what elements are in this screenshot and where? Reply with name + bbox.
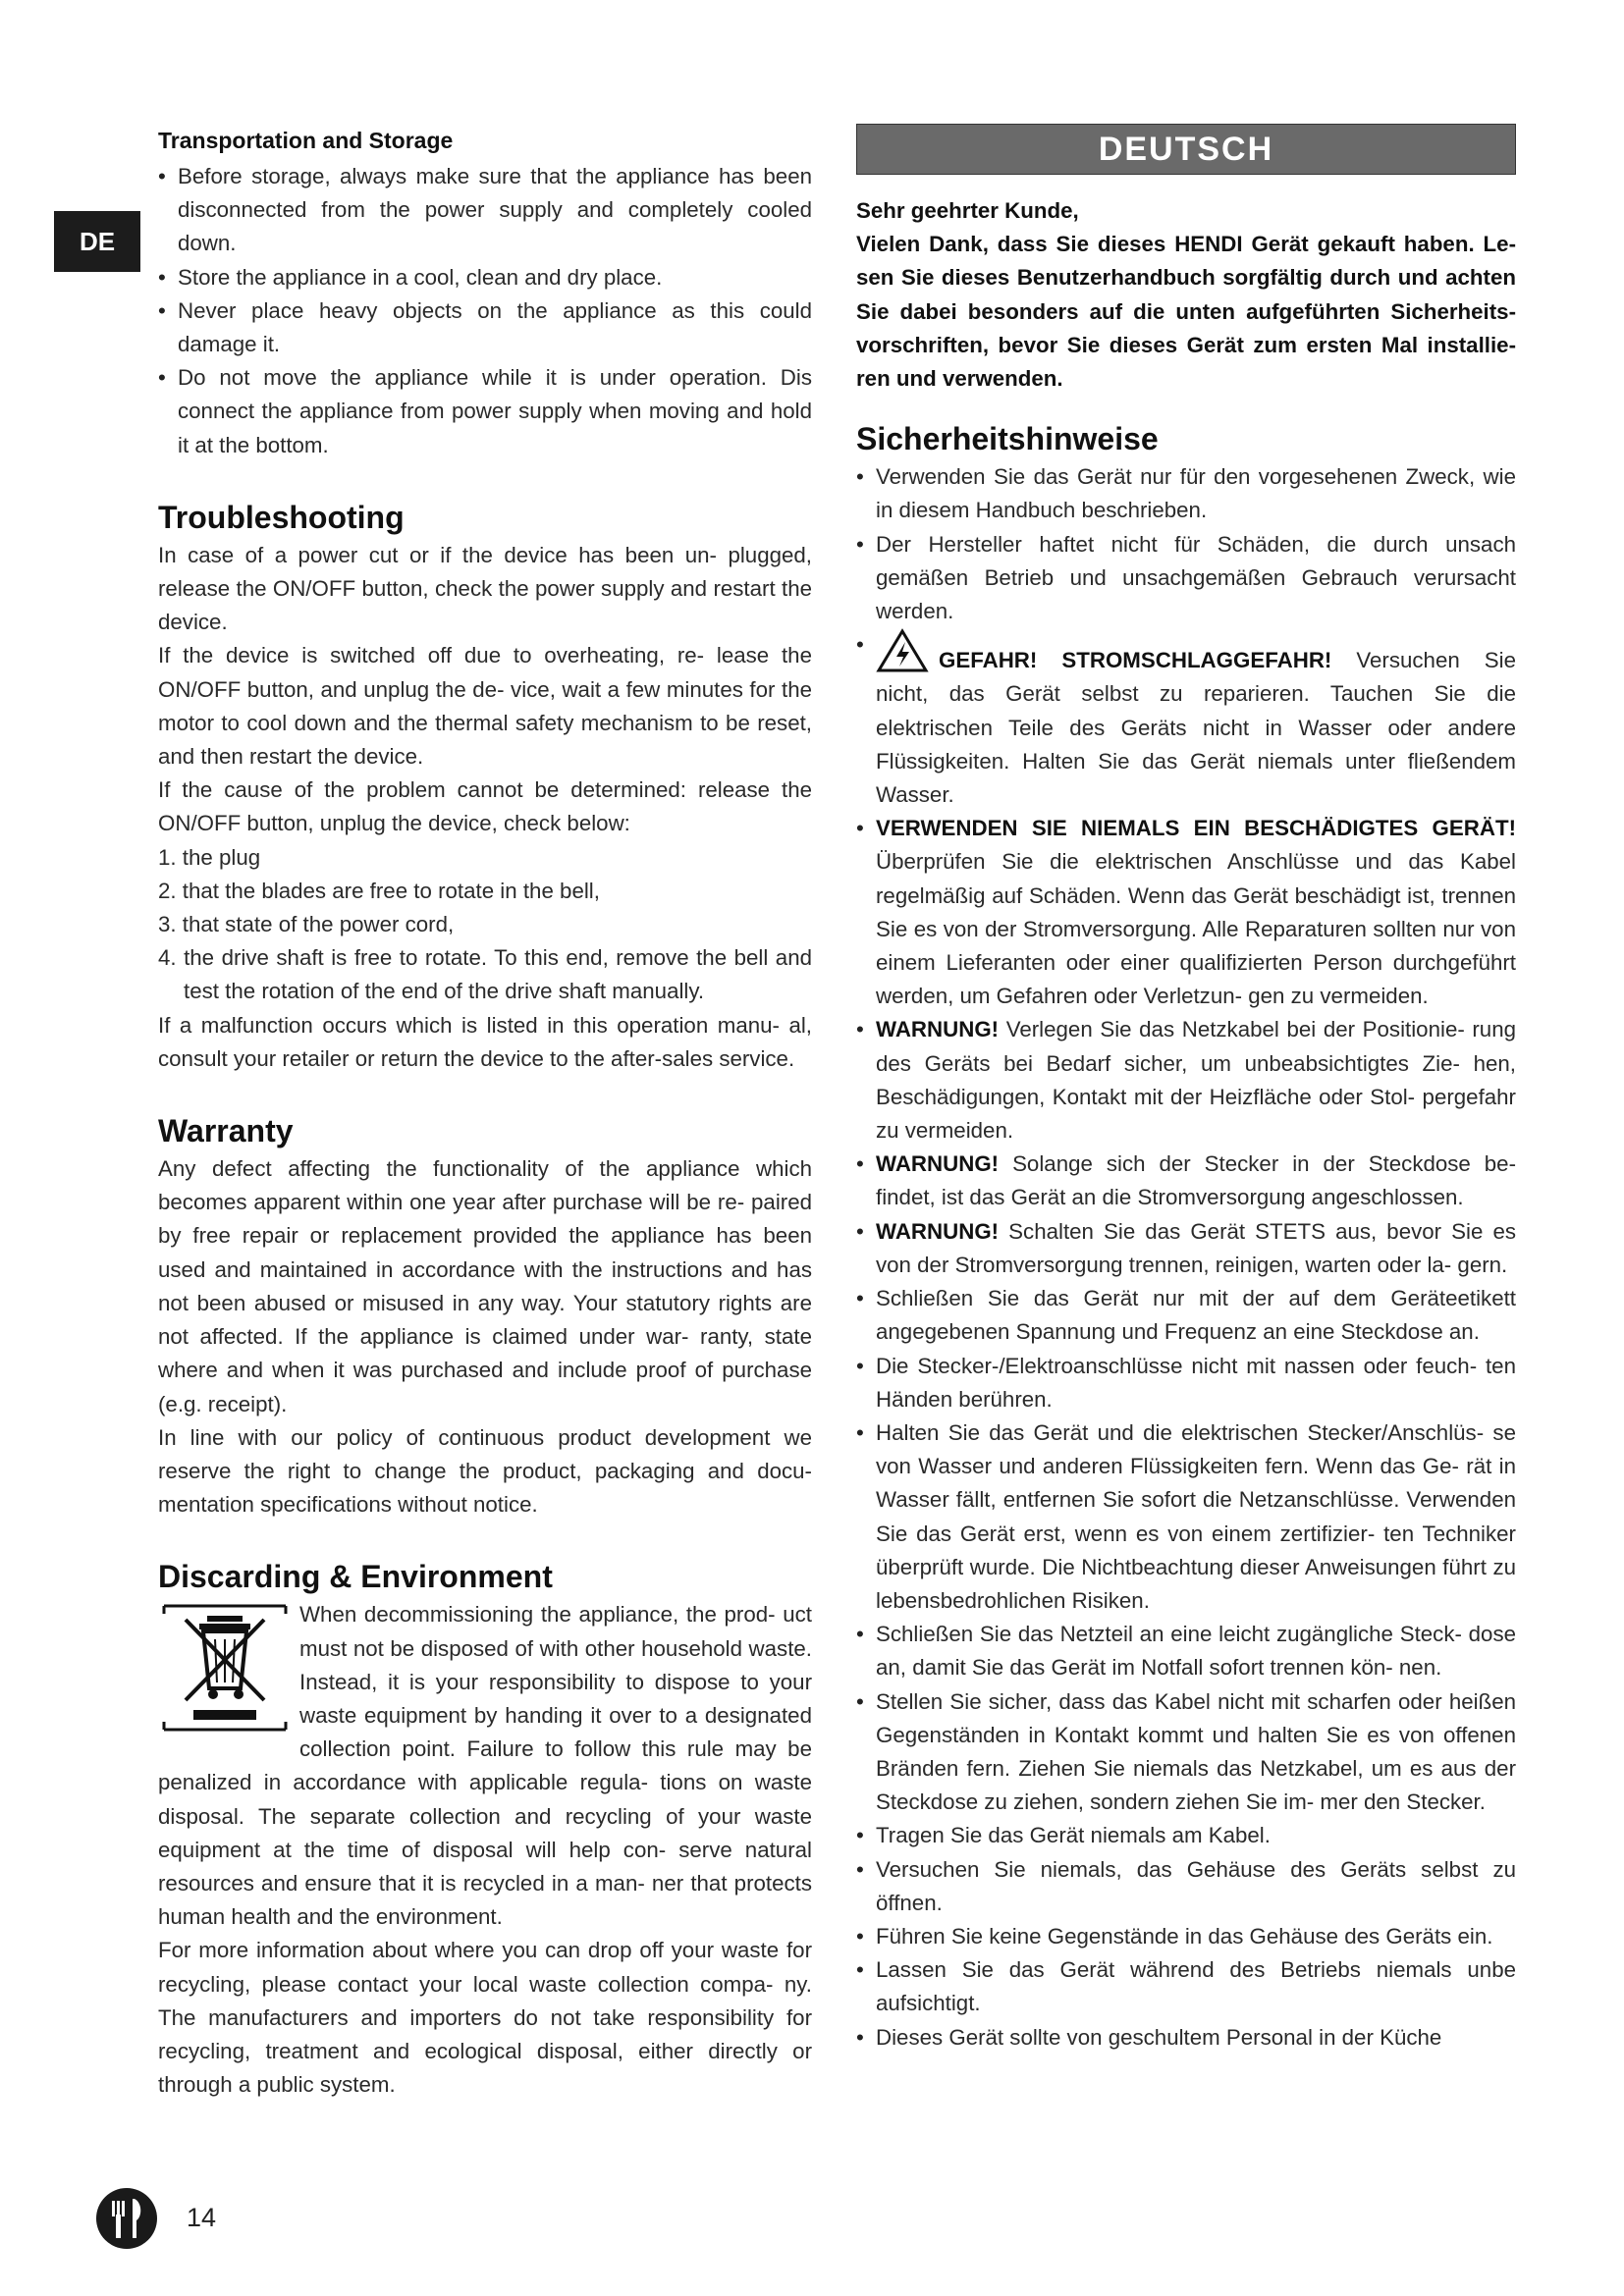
list-item: • Versuchen Sie niemals, das Gehäuse des Geräts selbst zu öffnen. [856,1853,1516,1920]
language-banner: DEUTSCH [856,124,1516,175]
list-item [856,628,1516,812]
paragraph: For more information about where you can drop off your waste for recycling, please contact your local waste collection compa- ny. The manufacturers and importers do not take responsibility for recycling, treatment and ecological disposal, either directly or through a public system. [158,1938,812,2098]
warning-text: Solange sich der Stecker in der Steckdose be- findet, ist das Gerät an die Stromversorgung angeschlossen. [876,1151,1516,1210]
discarding-section [158,1555,812,2102]
paragraph: If the device is switched off due to overheating, re- lease the ON/OFF button, and unplug the de- vice, wait a few minutes for the motor to cool down and the thermal safety mechanism to be reset, and then restart the device. [158,643,812,770]
list-item [856,812,1516,1013]
list-item: • Before storage, always make sure that the appliance has been disconnected from the power supply and completely cooled down. [158,160,812,261]
warning-label: WARNUNG! [876,1017,1000,1042]
transport-list [158,160,812,462]
left-column [158,124,812,2102]
list-item: • Schließen Sie das Netzteil an eine leicht zugängliche Steck- dose an, damit Sie das Gerät im Notfall sofort trennen kön- nen. [856,1618,1516,1684]
safety-list [856,460,1516,2055]
discarding-heading: Discarding & Environment [158,1559,553,1595]
list-item: 2. that the blades are free to rotate in the bell, [158,878,600,903]
check-list [158,841,812,1009]
paragraph: In case of a power cut or if the device has been un- plugged, release the ON/OFF button, check the power supply and restart the device. [158,542,812,635]
language-tab: DE [54,211,140,272]
warranty-section [158,1109,812,1522]
list-item: • Dieses Gerät sollte von geschultem Personal in der Küche [856,2021,1516,2055]
electric-warning-icon [876,628,929,673]
list-item [856,1013,1516,1148]
list-item: • Schließen Sie das Gerät nur mit der auf dem Geräteetikett angegebenen Spannung und Frequenz an eine Steckdose an. [856,1282,1516,1349]
paragraph: If a malfunction occurs which is listed in this operation manu- al, consult your retailer or return the device to the after-sales service. [158,1012,812,1071]
intro-text: Vielen Dank, dass Sie dieses HENDI Gerät gekauft haben. Le- sen Sie dieses Benutzerhandbuch sorgfältig durch und achten Sie dabei besonders auf die unten aufgeführten Sicherheits- vorschriften, bevor Sie dieses Gerät zum ersten Mal installie- ren und verwenden. [856,232,1516,392]
list-item: • Tragen Sie das Gerät niemals am Kabel. [856,1819,1516,1852]
list-item: • Stellen Sie sicher, dass das Kabel nicht mit scharfen oder heißen Gegenständen in Kontakt kommt und halten Sie es von offenen Bränden fern. Ziehen Sie niemals das Netzkabel, um es aus der Steckdose zu ziehen, sondern ziehen Sie im- mer den Stecker. [856,1685,1516,1820]
intro-greeting: Sehr geehrter Kunde, [856,198,1079,223]
paragraph: Any defect affecting the functionality of the appliance which becomes apparent within one year after purchase will be re- paired by free repair or replacement provided the appliance has been used and maintained in accordance with the instructions and has not been abused or misused in any way. Your statutory rights are not affected. If the appliance is claimed under war- ranty, state where and when it was purchased and include proof of purchase (e.g. receipt). [158,1156,812,1416]
warning-text: Schalten Sie das Gerät STETS aus, bevor Sie es von der Stromversorgung trennen, reinigen, warten oder la- gern. [876,1218,1516,1277]
list-item: • Lassen Sie das Gerät während des Betriebs niemals unbe aufsichtigt. [856,1953,1516,2020]
warranty-heading: Warranty [158,1113,294,1149]
transport-heading: Transportation and Storage [158,128,454,153]
list-item: 1. the plug [158,844,261,870]
right-column [856,124,1516,2055]
page-number: 14 [187,2203,217,2232]
damaged-warning-label: VERWENDEN SIE NIEMALS EIN BESCHÄDIGTES GERÄT! [876,816,1516,841]
list-item [856,1215,1516,1282]
warning-text: Verlegen Sie das Netzkabel bei der Positionie- rung des Geräts bei Bedarf sicher, um unbeabsichtigtes Zie- hen, Beschädigungen, Kontakt mit der Heizfläche oder Stol- pergefahr zu vermeiden. [876,1017,1516,1144]
list-item: • Der Hersteller haftet nicht für Schäden, die durch unsach gemäßen Betrieb und unsachgemäßen Gebrauch verursacht werden. [856,528,1516,629]
warning-label: WARNUNG! [876,1218,1000,1244]
list-item [856,1148,1516,1214]
danger-label: GEFAHR! STROMSCHLAGGEFAHR! [939,648,1332,673]
damaged-warning-text: Überprüfen Sie die elektrischen Anschlüsse und das Kabel regelmäßig auf Schäden. Wenn das Gerät beschädigt ist, trennen Sie es von der Stromversorgung. Alle Reparaturen sollten nur von einem Lieferanten oder einer qualifizierten Person durchgeführt werden, um Gefahren oder Verletzun- gen zu vermeiden. [876,849,1516,1009]
weee-bin-icon [158,1598,292,1735]
paragraph: When decommissioning the appliance, the prod- uct must not be disposed of with other household waste. Instead, it is your responsibility to dispose to your waste equipment by handing it over to a designated collection point. Failure to follow this rule may be penalized in accordance with applicable regula- tions on waste disposal. The separate collection and recycling of your waste equipment at the time of disposal will help con- serve natural resources and ensure that it is recycled in a man- ner that protects human health and the environment. [158,1602,812,1930]
list-item: • Store the appliance in a cool, clean and dry place. [158,261,812,294]
troubleshooting-heading: Troubleshooting [158,499,405,535]
list-item: • Halten Sie das Gerät und die elektrischen Stecker/Anschlüs- se von Wasser und anderen Flüssigkeiten fern. Wenn das Ge- rät in Wasser fällt, entfernen Sie sofort die Netzanschlüsse. Verwenden Sie das Gerät erst, wenn es von einem zertifizier- ten Techniker überprüft wurde. Die Nichtbeachtung dieser Anweisungen führt zu lebensbedrohlichen Risiken. [856,1416,1516,1618]
paragraph: If the cause of the problem cannot be determined: release the ON/OFF button, unplug the device, check below: [158,777,812,836]
hendi-cutlery-logo-icon [95,2187,158,2250]
list-item: • Verwenden Sie das Gerät nur für den vorgesehenen Zweck, wie in diesem Handbuch beschrieben. [856,460,1516,527]
paragraph: In line with our policy of continuous product development we reserve the right to change the product, packaging and docu- mentation specifications without notice. [158,1424,812,1518]
warning-label: WARNUNG! [876,1151,1000,1177]
list-item: • Do not move the appliance while it is under operation. Dis connect the appliance from power supply when moving and hold it at the bottom. [158,361,812,462]
list-item: • Never place heavy objects on the appliance as this could damage it. [158,294,812,361]
list-item: 3. that state of the power cord, [158,912,455,937]
safety-heading: Sicherheitshinweise [856,421,1159,457]
list-item: • Die Stecker-/Elektroanschlüsse nicht mit nassen oder feuch- ten Händen berühren. [856,1350,1516,1416]
list-item: 4. the drive shaft is free to rotate. To this end, remove the bell and test the rotation of the end of the drive shaft manually. [158,945,812,1004]
troubleshooting-section [158,496,812,1076]
transport-section [158,124,812,462]
list-item: • Führen Sie keine Gegenstände in das Gehäuse des Geräts ein. [856,1920,1516,1953]
danger-text: Versuchen Sie nicht, das Gerät selbst zu reparieren. Tauchen Sie die elektrischen Teile des Geräts nicht in Wasser oder andere Flüssigkeiten. Halten Sie das Gerät niemals unter fließendem Wasser. [876,648,1516,808]
